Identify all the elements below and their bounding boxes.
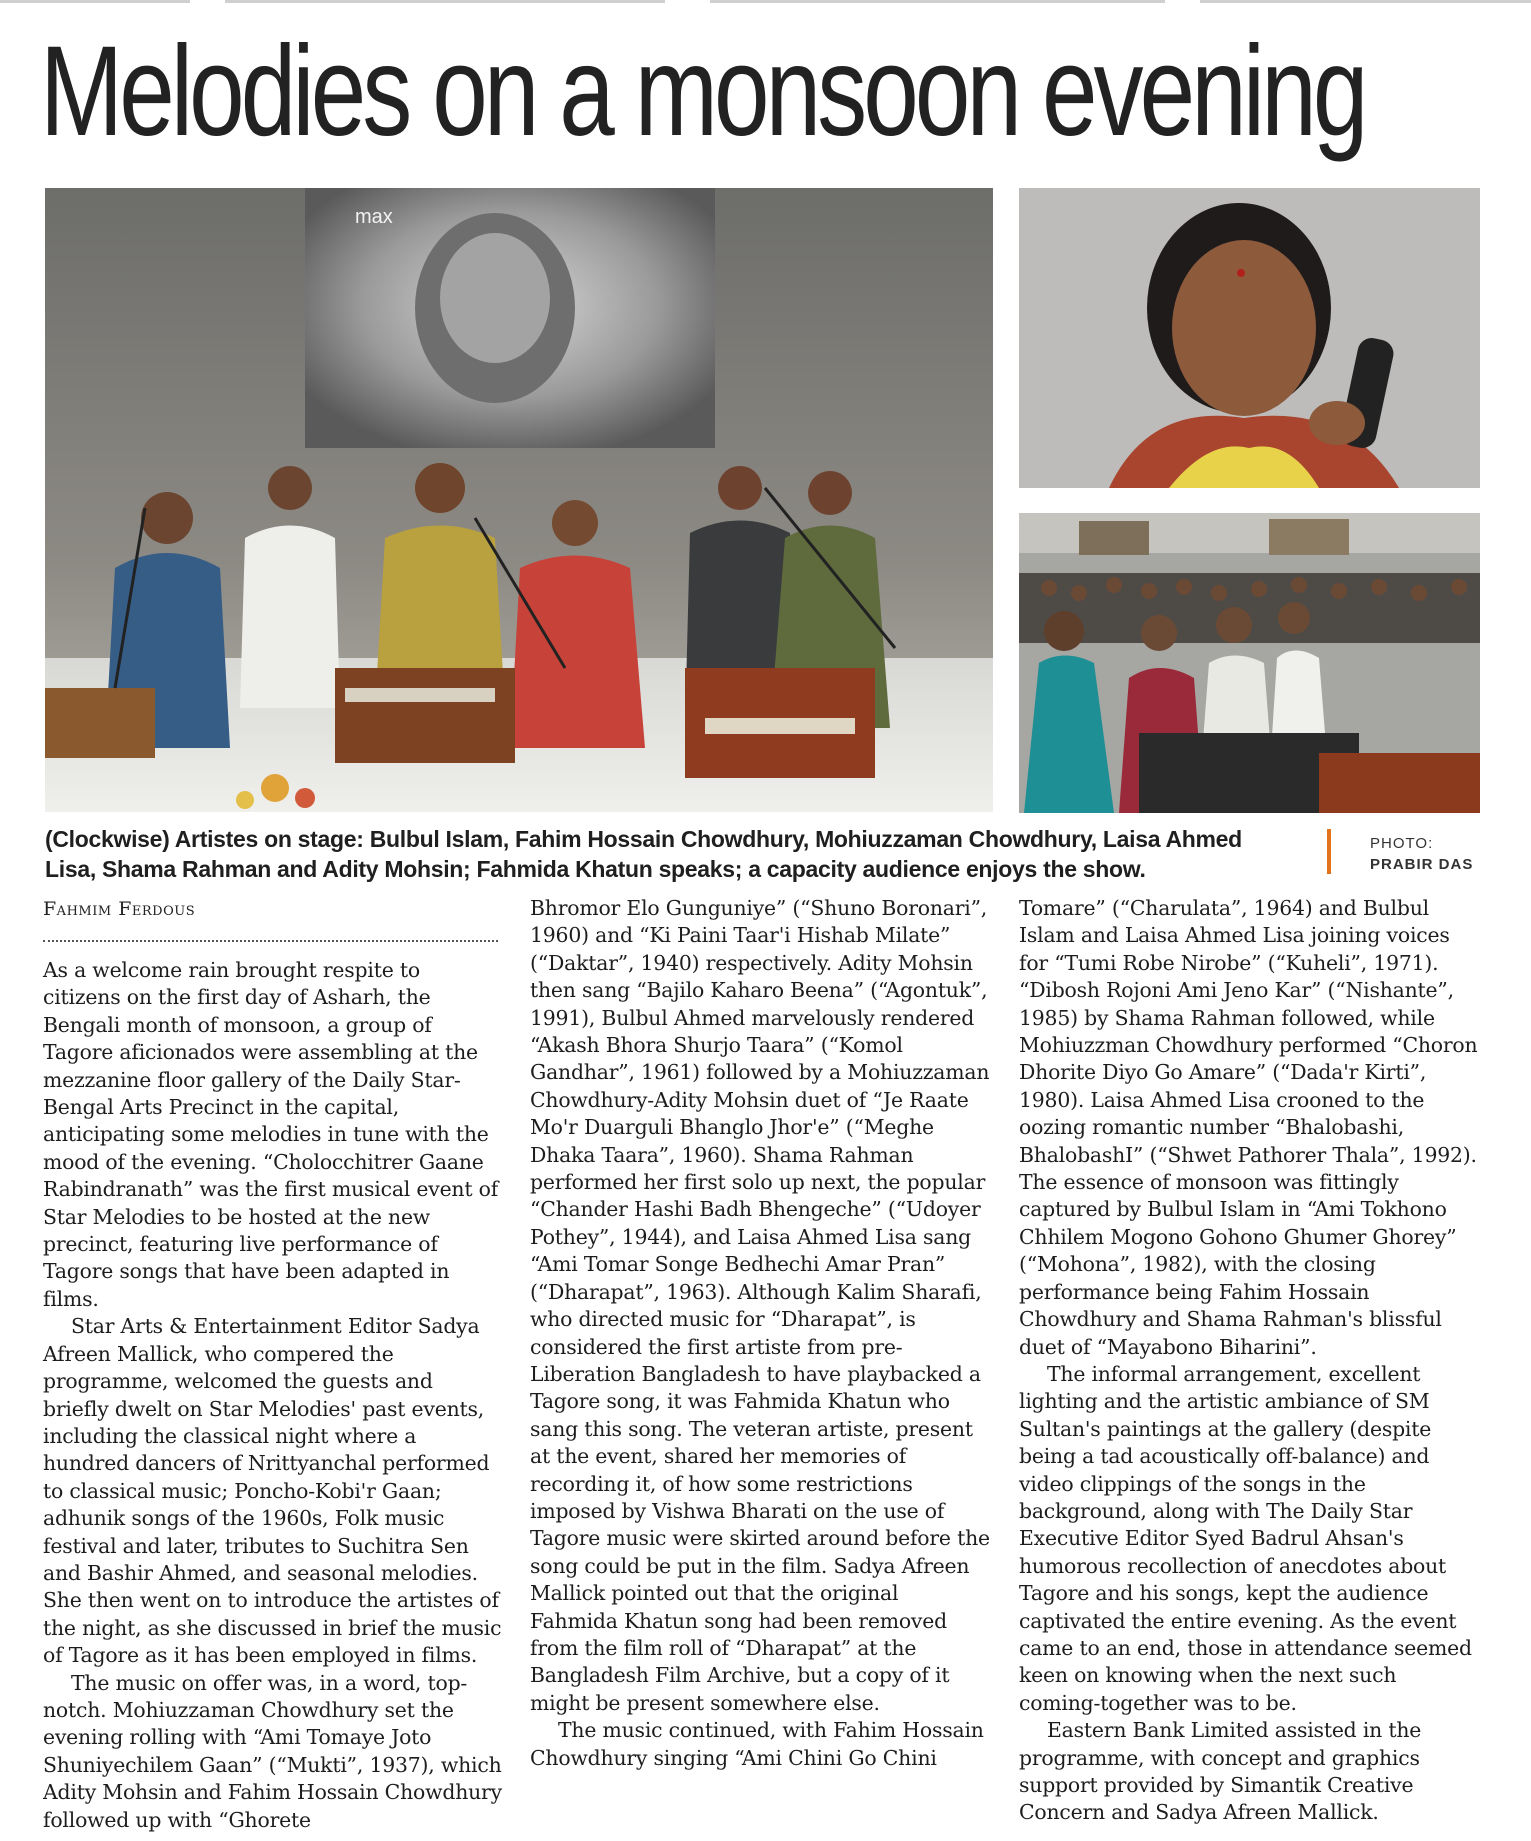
byline-rule bbox=[43, 940, 498, 942]
audience-photo bbox=[1019, 513, 1480, 813]
paragraph: Bhromor Elo Gunguniye” (“Shuno Boronari”, 1960) and “Ki Paini Taar'i Hishab Milate” (“Daktar”, 1940) respectively. Adity Mohsin then sang “Bajilo Kaharo Beena” (“Agontuk”, 1991), Bulbul Ahmed marvelously rendered “Akash Bhora Shurjo Taara” (“Komol Gandhar”, 1961) followed by a Mohiuzzaman Chowdhury-Adity Mohsin duet of “Je Raate Mo'r Duarguli Bhanglo Jhor'e” (“Meghe Dhaka Taara”, 1960). Shama Rahman performed her first solo up next, the popular “Chander Hashi Badh Bhengeche” (“Udoyer Pothey”, 1944), and Laisa Ahmed Lisa sang “Ami Tomar Songe Bedhechi Amar Pran” (“Dharapat”, 1963). Although Kalim Sharafi, who directed music for “Dharapat”, is considered the first artiste from pre-Liberation Bangladesh to have playbacked a Tagore song, it was Fahmida Khatun who sang this song. The veteran artiste, present at the event, shared her memories of recording it, of how some restrictions imposed by Vishwa Bharati on the use of Tagore music were skirted around before the song could be put in the film. Sadya Afreen Mallick pointed out that the original Fahmida Khatun song had been removed from the film roll of “Dharapat” at the Bangladesh Film Archive, but a copy of it might be present somewhere else. bbox=[530, 896, 990, 1715]
speaker-photo bbox=[1019, 188, 1480, 488]
photo-credit-name: PRABIR DAS bbox=[1370, 856, 1474, 873]
screen-logo: max bbox=[355, 206, 393, 228]
body-column-3 bbox=[1019, 895, 1479, 1827]
credit-divider bbox=[1327, 829, 1331, 874]
paragraph: Star Arts & Entertainment Editor Sadya Afreen Mallick, who compered the programme, welcomed the guests and briefly dwelt on Star Melodies' past events, including the classical night where a hundred dancers of Nrittyanchal performed to classical music; Poncho-Kobi'r Gaan; adhunik songs of the 1960s, Folk music festival and later, tributes to Suchitra Sen and Bashir Ahmed, and seasonal melodies. She then went on to introduce the artistes of the night, as she discussed in brief the music of Tagore as it has been employed in films. bbox=[43, 1314, 502, 1668]
paragraph: The informal arrangement, excellent lighting and the artistic ambiance of SM Sultan's paintings at the gallery (despite being a tad acoustically off-balance) and video clippings of the songs in the background, along with The Daily Star Executive Editor Syed Badrul Ahsan's humorous recollection of anecdotes about Tagore and his songs, kept the audience captivated the entire evening. As the event came to an end, those in attendance seemed keen on knowing when the next such coming-together was to be. bbox=[1019, 1361, 1472, 1715]
paragraph: The music on offer was, in a word, top-notch. Mohiuzzaman Chowdhury set the evening rolling with “Ami Tomaye Joto Shuniyechilem Gaan” (“Mukti”, 1937), which Adity Mohsin and Fahim Hossain Chowdhury followed up with “Ghorete bbox=[43, 1670, 502, 1832]
headline: Melodies on a monsoon evening bbox=[40, 20, 1365, 163]
body-column-2 bbox=[530, 895, 990, 1772]
paragraph: As a welcome rain brought respite to citizens on the first day of Asharh, the Bengali month of monsoon, a group of Tagore aficionados were assembling at the mezzanine floor gallery of the Daily Star-Bengal Arts Precinct in the capital, anticipating some melodies in tune with the mood of the evening. “Cholocchitrer Gaane Rabindranath” was the first musical event of Star Melodies to be hosted at the new precinct, featuring live performance of Tagore songs that have been adapted in films. bbox=[43, 958, 499, 1311]
paragraph: Eastern Bank Limited assisted in the programme, with concept and graphics support provided by Simantik Creative Concern and Sadya Afreen Mallick. bbox=[1019, 1718, 1422, 1825]
body-column-1 bbox=[43, 957, 503, 1834]
top-rules bbox=[0, 0, 1531, 4]
photo-credit-label: PHOTO: bbox=[1370, 835, 1434, 852]
stage-photo bbox=[45, 188, 993, 812]
byline: Fahmim Ferdous bbox=[43, 898, 196, 920]
photo-credit bbox=[1370, 833, 1473, 875]
paragraph: The music continued, with Fahim Hossain Chowdhury singing “Ami Chini Go Chini bbox=[530, 1718, 984, 1770]
photo-caption: (Clockwise) Artistes on stage: Bulbul Islam, Fahim Hossain Chowdhury, Mohiuzzaman Chowdhury, Laisa Ahmed Lisa, Shama Rahman and Adity Mohsin; Fahmida Khatun speaks; a capacity audience enjoys the show. bbox=[45, 826, 1242, 882]
paragraph: Tomare” (“Charulata”, 1964) and Bulbul Islam and Laisa Ahmed Lisa joining voices for “Tumi Robe Nirobe” (“Kuheli”, 1971). “Dibosh Rojoni Ami Jeno Kar” (“Nishante”, 1985) by Shama Rahman followed, while Mohiuzzman Chowdhury performed “Choron Dhorite Diyo Go Amare” (“Dada'r Kirti”, 1980). Laisa Ahmed Lisa crooned to the oozing romantic number “Bhalobashi, BhalobashI” (“Shwet Pathorer Thala”, 1992). The essence of monsoon was fittingly captured by Bulbul Islam in “Ami Tokhono Chhilem Mogono Gohono Ghumer Ghorey” (“Mohona”, 1982), with the closing performance being Fahim Hossain Chowdhury and Shama Rahman's blissful duet of “Mayabono Biharini”. bbox=[1019, 896, 1478, 1359]
